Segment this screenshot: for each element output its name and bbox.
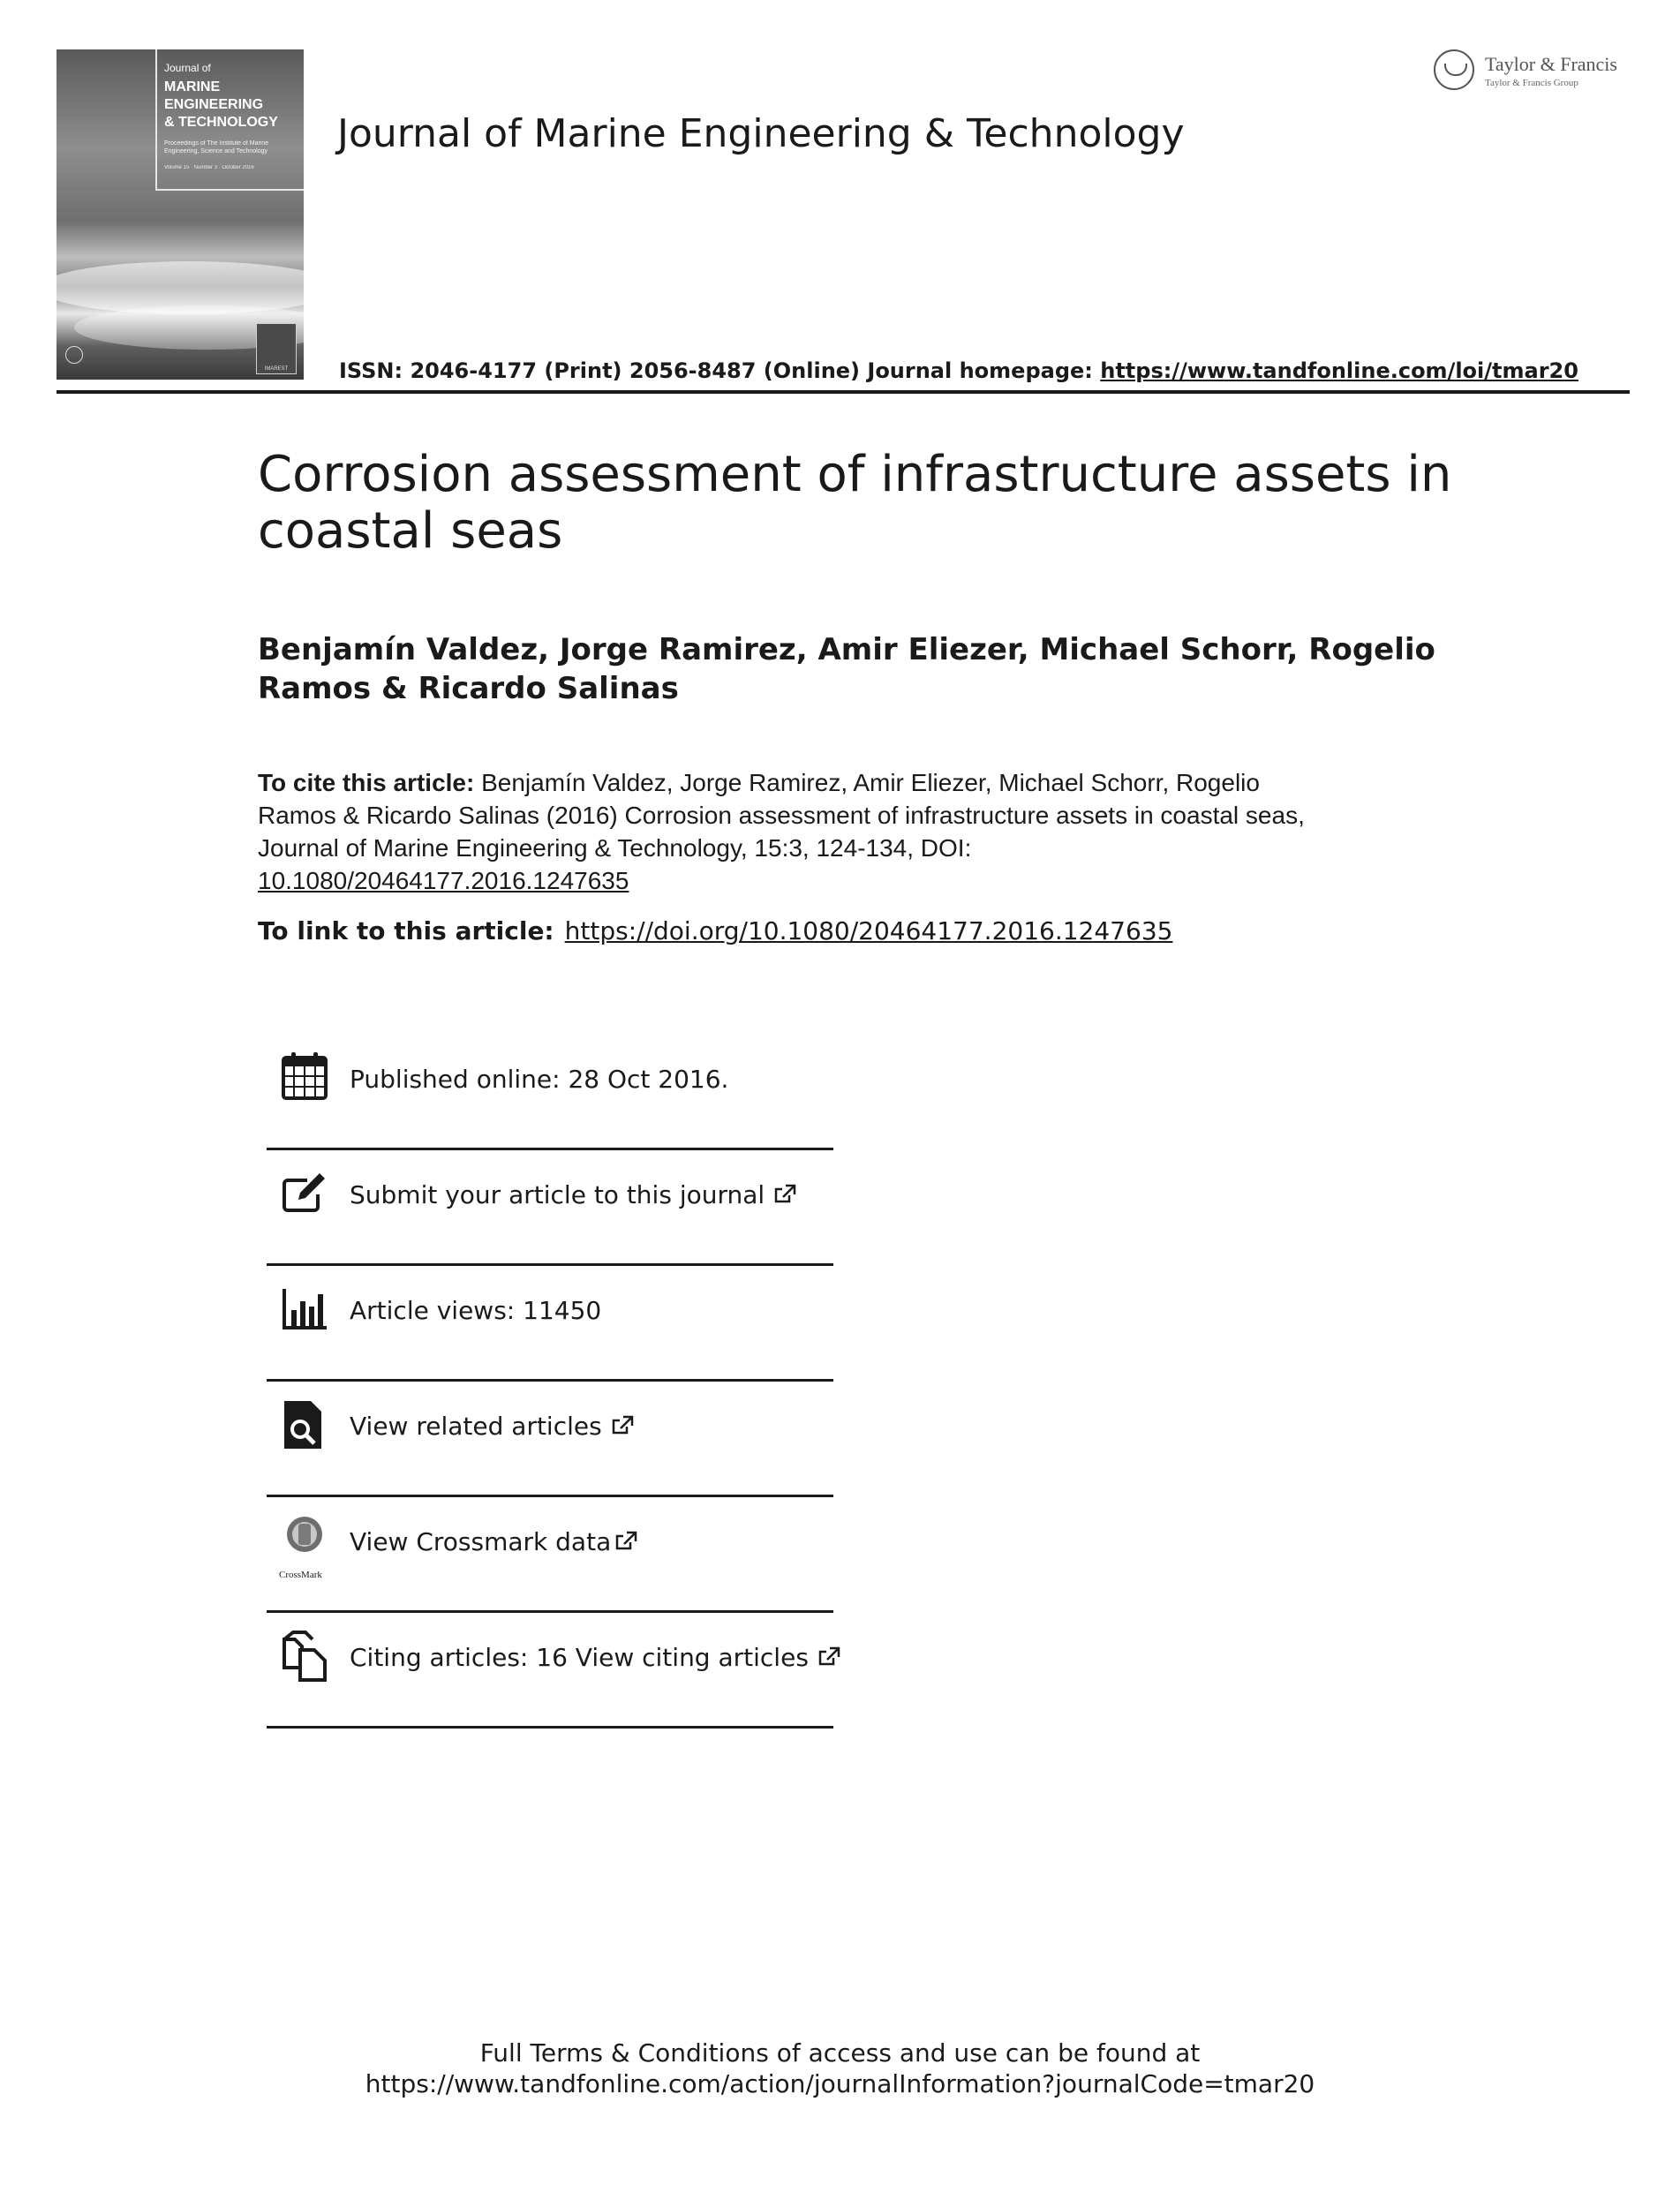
submit-article-label: Submit your article to this journal xyxy=(350,1180,765,1209)
cover-title-panel xyxy=(155,49,304,191)
journal-cover-image xyxy=(57,49,304,380)
citing-articles-row[interactable] xyxy=(267,1613,833,1729)
article-title: Corrosion assessment of infrastructure assets in coastal seas xyxy=(258,446,1452,560)
cover-issue: Volume 15 · Number 3 · October 2016 xyxy=(164,164,254,170)
crossmark-logo-text: CrossMark xyxy=(279,1570,322,1580)
article-authors: Benjamín Valdez, Jorge Ramirez, Amir Eliezer, Michael Schorr, Rogelio Ramos & Ricardo Salinas xyxy=(258,632,1435,706)
cover-title-line1: MARINE ENGINEERING xyxy=(164,79,264,112)
calendar-icon xyxy=(281,1051,328,1102)
publisher-group: Taylor & Francis Group xyxy=(1485,78,1578,88)
related-articles-row[interactable] xyxy=(267,1382,833,1497)
cover-circle-badge xyxy=(65,346,83,364)
footer-terms-url[interactable]: https://www.tandfonline.com/action/journalInformation?journalCode=tmar20 xyxy=(365,2069,1315,2098)
taylor-francis-lamp-icon xyxy=(1434,49,1474,90)
taylor-francis-logo xyxy=(1434,49,1628,95)
external-link-icon xyxy=(611,1415,634,1436)
cover-imarest-badge xyxy=(256,323,297,374)
crossmark-row[interactable] xyxy=(267,1497,833,1613)
copy-documents-icon xyxy=(281,1631,328,1682)
article-views-row xyxy=(267,1266,833,1382)
journal-title: Journal of Marine Engineering & Technology xyxy=(337,111,1185,156)
crossmark-text xyxy=(350,1527,637,1556)
submit-article-row[interactable] xyxy=(267,1150,833,1266)
header-divider xyxy=(57,390,1630,394)
article-info-list xyxy=(267,1033,833,1729)
cover-badge-label: IMAREST xyxy=(264,366,289,372)
cover-title-line2: & TECHNOLOGY xyxy=(164,115,278,130)
cover-journal-of: Journal of xyxy=(164,62,211,74)
external-link-icon xyxy=(614,1531,637,1552)
terms-footer xyxy=(0,2038,1680,2099)
citation-block xyxy=(258,766,1317,897)
related-articles-text xyxy=(350,1412,634,1441)
link-label: To link to this article: xyxy=(258,916,554,945)
crossmark-icon xyxy=(281,1515,328,1566)
crossmark-label: View Crossmark data xyxy=(350,1527,612,1556)
external-link-icon xyxy=(817,1646,840,1668)
related-articles-label: View related articles xyxy=(350,1412,602,1441)
article-link-line xyxy=(258,916,1172,945)
cover-subtitle: Proceedings of The Institute of Marine Engineering, Science and Technology xyxy=(164,140,269,154)
footer-line1: Full Terms & Conditions of access and use can be found at xyxy=(479,2038,1201,2068)
cite-label: To cite this article: xyxy=(258,769,475,796)
cite-text: Benjamín Valdez, Jorge Ramirez, Amir Eliezer, Michael Schorr, Rogelio Ramos & Ricardo Salinas (2016) Corrosion assessment of infrastructure assets in coastal seas, Journal of Marine Engineering & Technology, 15:3, 124-134, DOI: xyxy=(258,769,1305,862)
issn-text: ISSN: 2046-4177 (Print) 2056-8487 (Online) Journal homepage: xyxy=(339,358,1101,383)
publisher-name: Taylor & Francis xyxy=(1485,53,1617,75)
cite-doi-link[interactable]: 10.1080/20464177.2016.1247635 xyxy=(258,867,629,894)
document-search-icon xyxy=(281,1399,328,1450)
bar-chart-icon xyxy=(281,1284,328,1335)
citing-articles-text xyxy=(350,1643,840,1672)
article-views-count: Article views: 11450 xyxy=(350,1296,602,1325)
submit-article-text xyxy=(350,1180,796,1209)
external-link-icon xyxy=(773,1184,796,1205)
issn-line xyxy=(339,358,1578,383)
citing-articles-label: Citing articles: 16 View citing articles xyxy=(350,1643,809,1672)
edit-icon xyxy=(281,1168,328,1219)
journal-homepage-link[interactable]: https://www.tandfonline.com/loi/tmar20 xyxy=(1100,358,1578,383)
article-doi-url[interactable]: https://doi.org/10.1080/20464177.2016.1247635 xyxy=(564,916,1173,945)
published-row xyxy=(267,1033,833,1150)
published-date: Published online: 28 Oct 2016. xyxy=(350,1065,729,1094)
